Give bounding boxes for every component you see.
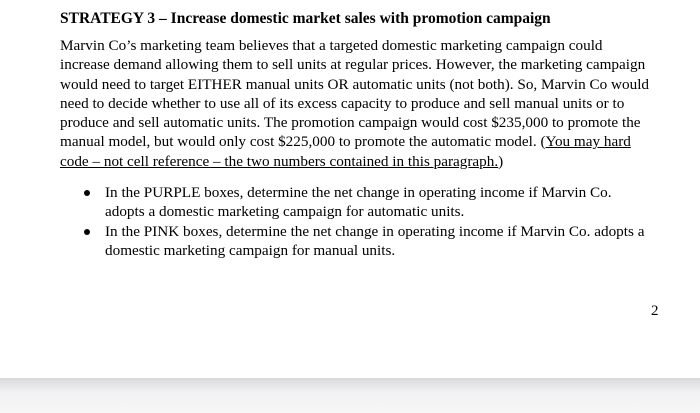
- paragraph-line-7: [60, 152, 660, 171]
- paragraph-line-2: increase demand allowing them to sell units at regular prices. However, the marketing campaign: [60, 56, 646, 74]
- bullet-icon: [84, 229, 90, 235]
- page-number: 2: [651, 303, 659, 319]
- list-item-purple-line-1: In the PURPLE boxes, determine the net change in operating income if Marvin Co.: [105, 184, 612, 201]
- paragraph-line-4: need to decide whether to use all of its excess capacity to produce and sell manual units or to: [60, 94, 625, 112]
- body-paragraph: [60, 36, 660, 171]
- list-item-pink-line-2: domestic marketing campaign for manual units.: [105, 241, 396, 259]
- hardcode-note-start: You may hard: [545, 133, 631, 151]
- list-item-pink-line-1: In the PINK boxes, determine the net change in operating income if Marvin Co. adopts a: [105, 222, 645, 240]
- list-item-purple-line-2: adopts a domestic marketing campaign for automatic units.: [105, 203, 465, 221]
- paragraph-line-1: Marvin Co’s marketing team believes that a targeted domestic marketing campaign could: [60, 37, 603, 54]
- section-heading: STRATEGY 3 – Increase domestic market sales with promotion campaign: [60, 10, 551, 27]
- instruction-list: [60, 183, 670, 260]
- bullet-icon: [84, 190, 90, 196]
- list-item-purple: [60, 183, 670, 222]
- paragraph-line-5: produce and sell automatic units. The promotion campaign would cost $235,000 to promote the: [60, 114, 641, 132]
- list-item-pink: [60, 222, 670, 261]
- paragraph-line-6-text: manual model, but would only cost $225,000 to promote the automatic model. (: [60, 133, 546, 151]
- closing-parenthesis: ): [498, 152, 504, 170]
- page-gap: [0, 378, 700, 413]
- hardcode-note-end: code – not cell reference – the two numbers contained in this paragraph.: [60, 152, 499, 170]
- paragraph-line-3: would need to target EITHER manual units OR automatic units (not both). So, Marvin Co would: [60, 75, 650, 93]
- paragraph-line-6: [60, 132, 660, 151]
